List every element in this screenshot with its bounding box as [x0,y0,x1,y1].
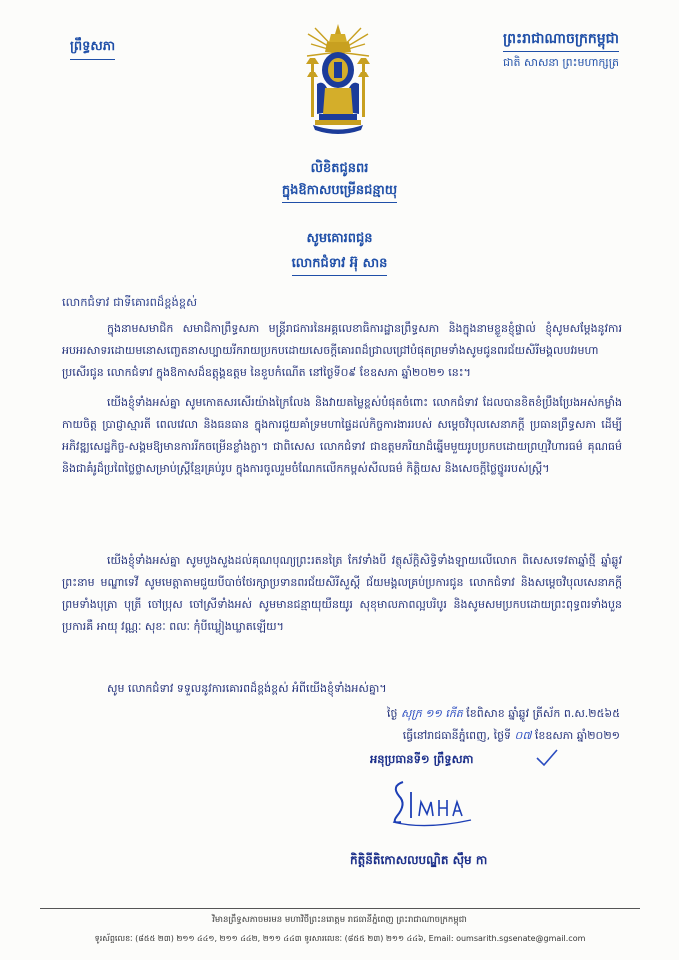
place-date-suffix: ខែឧសភា ឆ្នាំ២០២១ [534,729,620,742]
institution-label: ព្រឹទ្ធសភា [70,38,115,60]
place-date-day: ០៧ [514,729,532,742]
addressee-greeting-text: សូមគោរពជូន [306,231,373,246]
signer-name: កិត្តិនីតិកោសលបណ្ឌិត ស៊ឹម កា [350,853,488,867]
salutation: លោកជំទាវ ជាទីគោរពដ៏ខ្ពង់ខ្ពស់ [62,295,198,309]
paragraph-3: យើងខ្ញុំទាំងអស់គ្នា សូមបួងសួងដល់គុណបុណ្យព្រះរតនត្រៃ កែវទាំងបី វត្ថុស័ក្តិសិទ្ធិទាំងឡាយលើលោក ពិសេសទេវតាឆ្នាំថ្មី ឆ្នាំឆ្លូវ ព្រះនាម មណ្ឌាទេវី សូមមេត្តាតាមជួយបីបាច់ថែរក្សាប្រទានពរជ័យសិរីសួស្តី ជ័យមង្គលគ្រប់ប្រការជូន លោកជំទាវ និងសម្តេចវិបុលសេនាភក្តី ព្រមទាំងបុត្រា បុត្រី ចៅប្រុស ចៅស្រីទាំងអស់ សូមមានជន្មាយុយឺនយូរ សុខុមាលភាពល្អបរិបូរ និងសូមសមប្រកបដោយព្រះពុទ្ធពរទាំងបួនប្រការគឺ អាយុ វណ្ណៈ សុខៈ ពលៈ កុំបីឃ្លៀងឃ្លាតឡើយ។ [62,554,622,633]
lunar-date-suffix: ខែពិសាខ ឆ្នាំឆ្លូវ ត្រីស័ក ព.ស.២៥៦៥ [466,707,620,720]
lunar-date-line [0,707,620,723]
letter-occasion [0,182,679,203]
addressee-name [0,255,679,276]
place-date-line [0,729,620,745]
place-date-prefix: ធ្វើនៅរាជធានីភ្នំពេញ, ថ្ងៃទី [402,729,512,742]
lunar-date-prefix: ថ្ងៃ [386,707,398,720]
paragraph-4: សូម លោកជំទាវ ទទួលនូវការគោរពដ៏ខ្ពង់ខ្ពស់ អំពីយើងខ្ញុំទាំងអស់គ្នា។ [107,682,387,695]
paragraph-2: យើងខ្ញុំទាំងអស់គ្នា សូមកោតសរសើរយ៉ាងក្រៃលែង និងវាយតម្លៃខ្ពស់បំផុតចំពោះ លោកជំទាវ ដែលបានខិតខំប្រឹងប្រែងអស់កម្លាំងកាយចិត្ត ប្រាជ្ញាស្មារតី ពេលវេលា និងធនធាន ក្នុងការជួយគាំទ្រមហាផ្ទៃដល់កិច្ចការងាររបស់ សម្តេចវិបុលសេនាភក្តី ប្រធានព្រឹទ្ធសភា ដើម្បីអភិវឌ្ឍសេដ្ឋកិច្ច-សង្គមឱ្យមានការរីកចម្រើនខ្លាំងក្លា។ ជាពិសេស លោកជំទាវ ជាឧត្តមភរិយាដ៏ឆ្នើមមួយរូបប្រកបដោយព្រហ្មវិហារធម៌ គុណធម៌ និងជាគំរូដ៏ប្រពៃថ្លៃថ្លាសម្រាប់ស្ត្រីខ្មែរគ្រប់រូប ក្នុងការចូលរួមចំណែកលើកកម្ពស់សីលធម៌ កិត្តិយស និងសេចក្តីថ្លៃថ្នូររបស់ស្ត្រី។ [62,396,622,475]
kingdom-name: ព្រះរាជាណាចក្រកម្ពុជា [503,29,619,52]
letter-title [0,160,679,179]
signer-title: អនុប្រធានទី១ ព្រឹទ្ធសភា [370,752,474,766]
letter-occasion-text: ក្នុងឱកាសបម្រើនជន្មាយុ [282,182,397,203]
footer-address: វិមានព្រឹទ្ធសភាចមរមន មហាវិថីព្រះនរោត្តម រាជធានីភ្នំពេញ ព្រះរាជាណាចក្រកម្ពុជា [212,915,467,925]
addressee-name-text: លោកជំទាវ អ៊ុ សាន [292,255,388,276]
national-motto: ជាតិ សាសនា ព្រះមហាក្សត្រ [503,56,619,69]
paragraph-1: ក្នុងនាមសមាជិក សមាជិកាព្រឹទ្ធសភា មន្ត្រីរាជការនៃអគ្គលេខាធិការដ្ឋានព្រឹទ្ធសភា និងក្នុងនាមខ្លួនខ្ញុំផ្ទាល់ ខ្ញុំសូមសម្តែងនូវការអបអរសាទរដោយមនោសញ្ចេតនាសប្បាយរីករាយប្រកបដោយសេចក្តីគោរពដ៏ជ្រាលជ្រៅបំផុតព្រមទាំងសូមជូនពរជ័យសិរីមង្គលបវរមហាប្រសើរជូន លោកជំទាវ ក្នុងឱកាសដ៏ឧត្តុង្គឧត្តម នៃខួបកំណើត នៅថ្ងៃទី០៩ ខែឧសភា ឆ្នាំ២០២១ នេះ។ [62,322,622,379]
lunar-date-handwritten: សុក្រ ១១ កើត [400,707,463,720]
handwritten-signature [385,772,505,832]
footer-divider [40,908,640,909]
footer-contacts: ទូរស័ព្ទលេខៈ (៨៥៥ ២៣) ២១១ ៤៤១, ២១១ ៤៤២, ២១១ ៤៤៣ ទូរសារលេខៈ (៨៥៥ ២៣) ២១១ ៤៤៦, Email: oumsarith.sgsenate@gmail.com [94,934,586,943]
addressee-greeting [0,230,679,249]
royal-emblem-icon [303,22,373,142]
checkmark-icon [535,748,559,768]
kingdom-heading [503,28,619,72]
letter-title-text: លិខិតជូនពរ [310,161,369,176]
